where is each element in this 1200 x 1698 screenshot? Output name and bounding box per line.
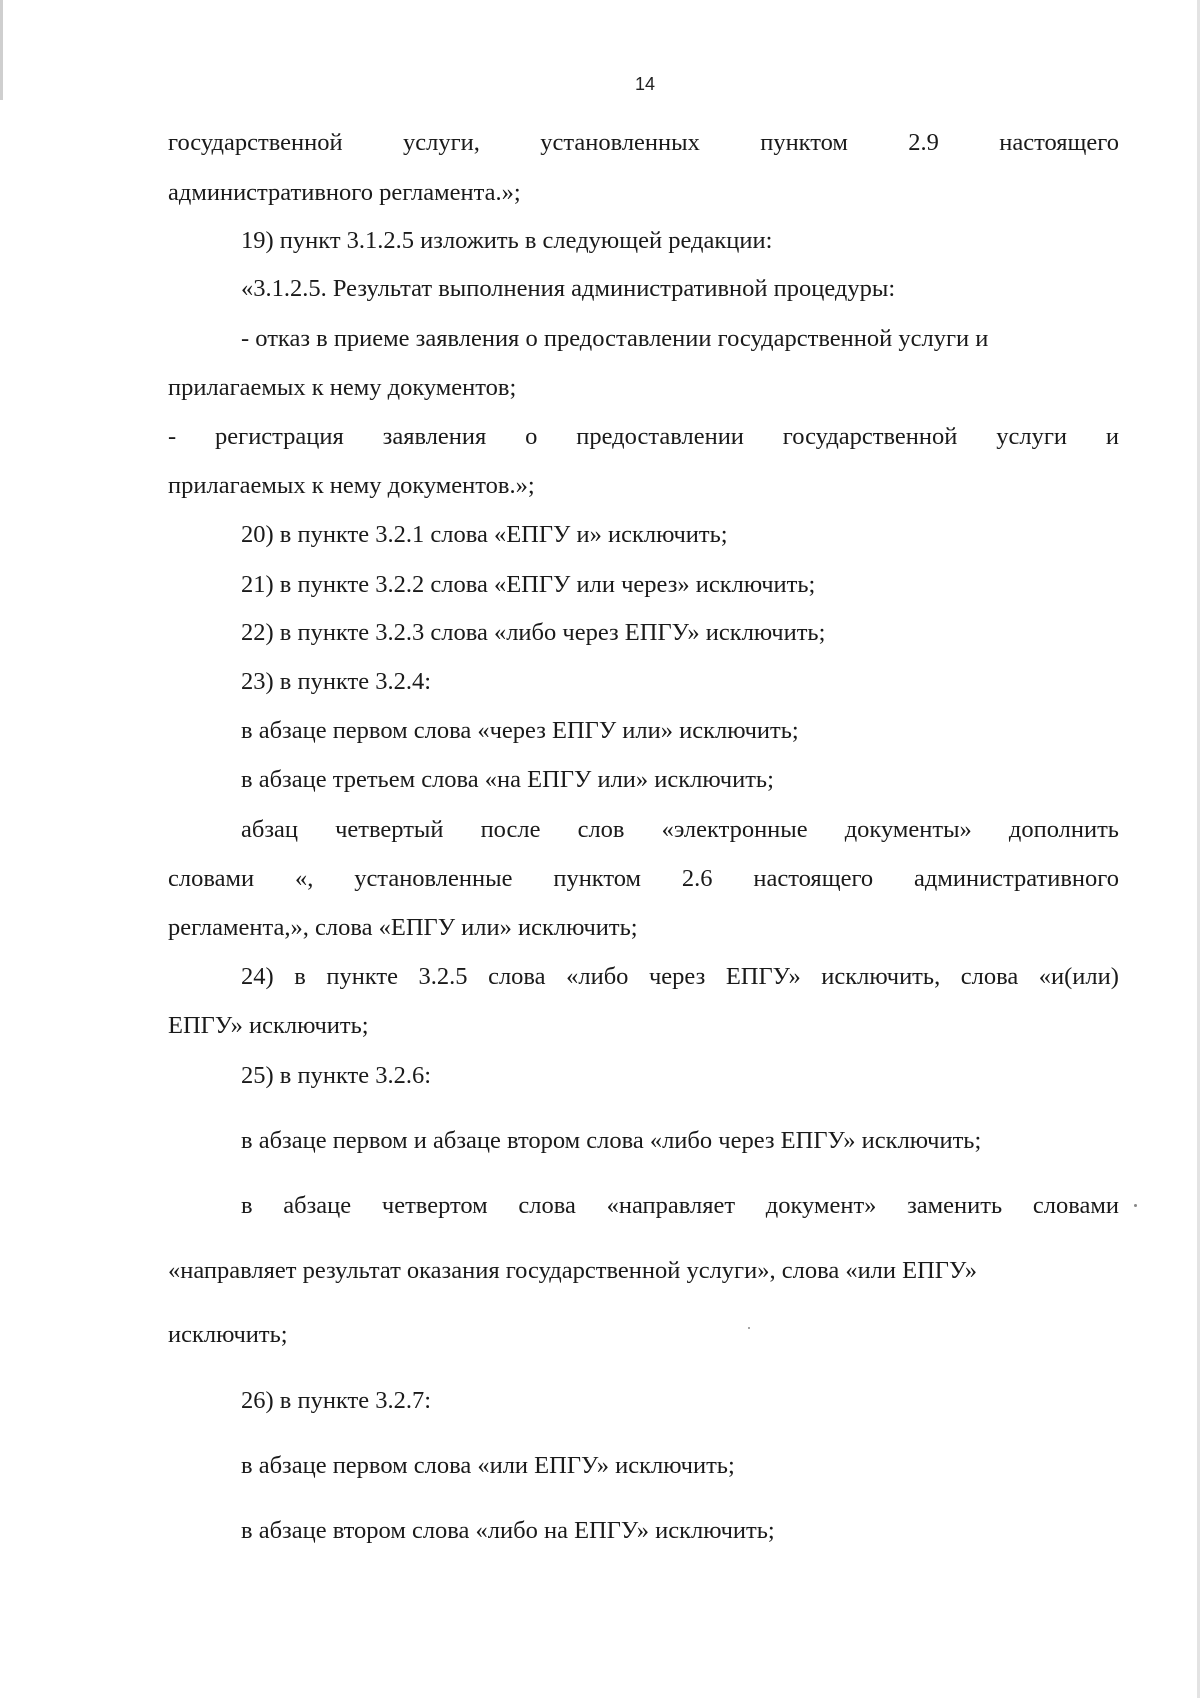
word: 3.2.5 [418,963,468,990]
word: пункте [326,963,398,990]
word: предоставлении [576,423,744,450]
word: четвертый [335,816,444,843]
word: исключить, [821,963,941,990]
text-line-12: 23) в пункте 3.2.4: [241,668,432,695]
word: «, [294,865,314,892]
word: 2.9 [908,129,939,156]
text-line-1 [168,128,1119,158]
word: регистрация [215,423,344,450]
text-line-23: «направляет результат оказания государственной услуги», слова «или ЕПГУ» [168,1257,978,1284]
word: государственной [782,423,958,450]
word: государственной [168,129,343,156]
word: документы» [844,816,972,843]
word: 24) [241,963,274,990]
text-line-26: в абзаце первом слова «или ЕПГУ» исключить; [241,1452,735,1479]
text-line-2: административного регламента.»; [168,179,521,206]
word: пунктом [553,865,642,892]
page-number: 14 [634,74,656,94]
word: «электронные [661,816,808,843]
word: настоящего [999,129,1119,156]
word: и [1105,423,1119,450]
text-line-16 [168,864,1119,894]
text-line-19: ЕПГУ» исключить; [168,1012,369,1039]
word: абзаце [283,1192,352,1219]
word: четвертом [381,1192,488,1219]
text-line-25: 26) в пункте 3.2.7: [241,1387,432,1414]
word: «направляет [606,1192,736,1219]
text-line-10: 21) в пункте 3.2.2 слова «ЕПГУ или через» исключить; [241,571,816,598]
word: о [525,423,538,450]
word: установленные [354,865,513,892]
word: слова [518,1192,576,1219]
text-line-5: - отказ в приеме заявления о предоставлении государственной услуги и [241,325,989,352]
text-line-15 [241,815,1119,845]
word: «либо [566,963,629,990]
word: после [480,816,541,843]
word: административного [914,865,1119,892]
text-line-21: в абзаце первом и абзаце втором слова «либо через ЕПГУ» исключить; [241,1127,982,1154]
text-line-20: 25) в пункте 3.2.6: [241,1062,432,1089]
word: в [294,963,306,990]
word: «и(или) [1038,963,1119,990]
word: установленных [540,129,700,156]
text-line-22 [241,1191,1119,1221]
scan-speck [1134,1204,1137,1207]
word: 2.6 [681,865,713,892]
word: дополнить [1008,816,1119,843]
word: словами [1032,1192,1119,1219]
word: слова [488,963,546,990]
word: слова [960,963,1019,990]
word: услуги, [402,129,480,156]
text-line-27: в абзаце втором слова «либо на ЕПГУ» исключить; [241,1517,775,1544]
text-line-8: прилагаемых к нему документов.»; [168,472,535,499]
text-line-4: «3.1.2.5. Результат выполнения административной процедуры: [241,275,896,302]
text-line-7 [168,422,1119,452]
word: абзац [241,816,299,843]
text-line-18 [241,962,1119,992]
text-line-6: прилагаемых к нему документов; [168,374,517,401]
word: документ» [765,1192,877,1219]
word: заявления [382,423,487,450]
text-line-3: 19) пункт 3.1.2.5 изложить в следующей редакции: [241,227,773,254]
text-line-14: в абзаце третьем слова «на ЕПГУ или» исключить; [241,766,774,793]
word: словами [168,865,255,892]
word: заменить [907,1192,1003,1219]
text-line-17: регламента,», слова «ЕПГУ или» исключить; [168,914,638,941]
word: через [648,963,706,990]
word: слов [577,816,625,843]
word: настоящего [753,865,874,892]
word: ЕПГУ» [725,963,801,990]
text-line-24: исключить; [168,1321,288,1348]
scan-speck [748,1327,750,1329]
text-line-9: 20) в пункте 3.2.1 слова «ЕПГУ и» исключить; [241,521,728,548]
word: в [241,1192,253,1219]
word: пунктом [760,129,848,156]
word: - [168,423,177,450]
word: услуги [996,423,1067,450]
text-line-13: в абзаце первом слова «через ЕПГУ или» исключить; [241,717,799,744]
text-line-11: 22) в пункте 3.2.3 слова «либо через ЕПГУ» исключить; [241,619,826,646]
